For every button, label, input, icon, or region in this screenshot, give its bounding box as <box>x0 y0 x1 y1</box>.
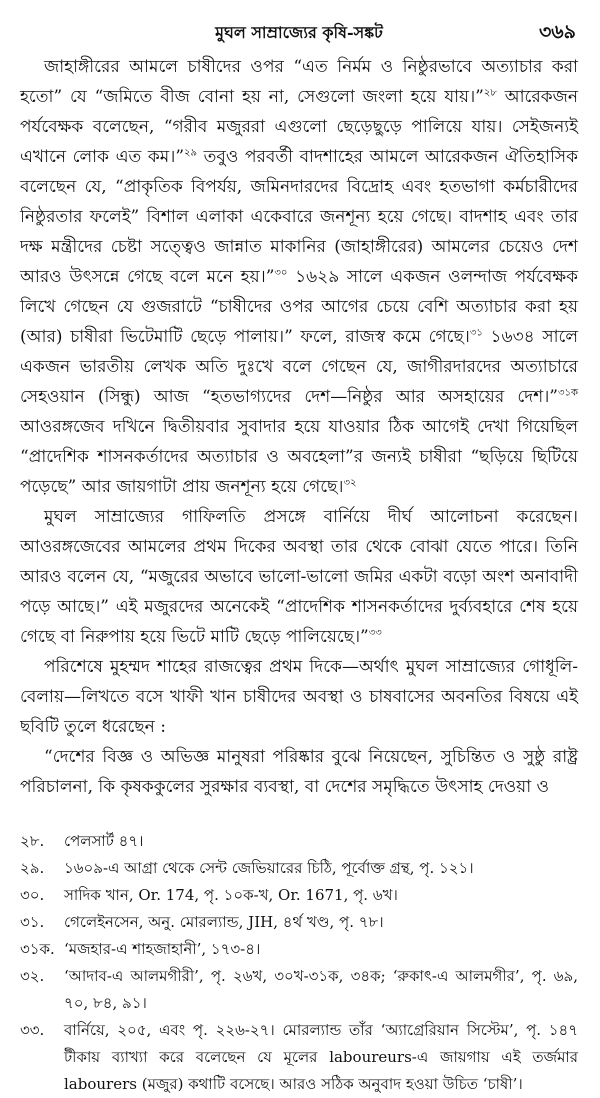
footnote <box>20 936 578 963</box>
footnote-number: ৩১. <box>20 913 45 931</box>
footnote-marker: ৩২ <box>343 477 357 489</box>
footnote-marker: ৩১ক <box>558 387 578 399</box>
paragraph <box>20 502 578 652</box>
page-header <box>20 12 578 52</box>
footnote-marker: ২৯ <box>184 147 198 159</box>
footnote-marker: ৩১ <box>469 327 483 339</box>
footnote-text: ‘আদাব-এ আলমগীরী’, পৃ. ২৬খ, ৩০খ-৩১ক, ৩৪ক; ‘রুকাৎ-এ আলমগীর’, পৃ. ৬৯, ৭০, ৮৪, ৯১। <box>64 967 578 1012</box>
footnote <box>20 828 578 855</box>
footnote <box>20 882 578 909</box>
text-run: জাহাঙ্গীরের আমলে চাষীদের ওপর “এত নির্মম ও নিষ্ঠুরভাবে অত্যাচার করা হতো” যে “জমিতে বীজ বোনা হয় না, সেগুলো জংলা হয়ে যায়।” <box>20 57 578 107</box>
footnote-number: ৩২. <box>20 967 45 985</box>
footnote-number: ৩৩. <box>20 1021 45 1039</box>
footnote-marker: ৩৩ <box>368 627 382 639</box>
footnote-text: বার্নিয়ে, ২০৫, এবং পৃ. ২২৬-২৭। মোরল্যান্ড তাঁর ‘অ্যাগ্রেরিয়ান সিস্টেম’, পৃ. ১৪৭ টীকায় ব্যাখ্যা করে বলেছেন যে মূলের laboureurs-এ জায়গায় এই তর্জমার labourers (মজুর) কথাটি বসেছে। আরও সঠিক অনুবাদ হওয়া উচিত ‘চাষী’। <box>64 1021 578 1093</box>
paragraph <box>20 652 578 742</box>
footnote <box>20 855 578 882</box>
page-number: ৩৬৯ <box>538 21 576 43</box>
text-run: ১৬২৯ সালে একজন ওলন্দাজ পর্যবেক্ষক লিখে গেছেন যে গুজরাটে “চাষীদের ওপর আগের চেয়ে বেশি অত্যাচার করা হয় (আর) চাষীরা ভিটেমাটি ছেড়ে পালায়।” ফলে, রাজস্ব কমে গেছে। <box>20 267 578 347</box>
footnote-text: গেলেইনসেন, অনু. মোরল্যান্ড, JIH, ৪র্থ খণ্ড, পৃ. ৭৮। <box>64 913 384 931</box>
footnote <box>20 909 578 936</box>
text-run: পরিশেষে মুহম্মদ শাহের রাজত্বের প্রথম দিকে—অর্থাৎ মুঘল সাম্রাজ্যের গোধূলি-বেলায়—লিখতে বসে খাফী খান চাষীদের অবস্থা ও চাষবাসের অবনতির বিষয়ে এই ছবিটি তুলে ধরেছেন : <box>20 657 578 737</box>
footnote-number: ৩১ক. <box>20 940 55 958</box>
running-title: মুঘল সাম্রাজ্যের কৃষি-সঙ্কট <box>215 23 383 42</box>
text-run: মুঘল সাম্রাজ্যের গাফিলতি প্রসঙ্গে বার্নিয়ে দীর্ঘ আলোচনা করেছেন। আওরঙ্গজেবের আমলের প্রথম দিকের অবস্থা তার থেকে বোঝা যেতে পারে। তিনি আরও বলেন যে, “মজুরের অভাবে ভালো-ভালো জমির একটা বড়ো অংশ অনাবাদী পড়ে আছে।” এই মজুরদের অনেকেই “প্রাদেশিক শাসনকর্তাদের দুর্ব্যবহারে শেষ হয়ে গেছে বা নিরুপায় হয়ে ভিটে মাটি ছেড়ে পালিয়েছে।” <box>20 507 578 647</box>
text-run: তবুও পরবর্তী বাদশাহের আমলে আরেকজন ঐতিহাসিক বলেছেন যে, “প্রাকৃতিক বিপর্যয়, জমিনদারদের বিদ্রোহ এবং হতভাগা কর্মচারীদের নিষ্ঠুরতার ফলেই” বিশাল এলাকা একেবারে জনশূন্য হয়ে গেছে। বাদশাহ এবং তার দক্ষ মন্ত্রীদের চেষ্টা সত্ত্বেও জান্নাত মাকানির (জাহাঙ্গীরের) আমলের চেয়েও দেশ আরও উৎসন্নে গেছে বলে মনে হয়।” <box>20 147 578 287</box>
text-run: আরেকজন পর্যবেক্ষক বলেছেন, “গরীব মজুররা এগুলো ছেড়েছুড়ে পালিয়ে যায়। সেইজন্যই এখানে লোক এত কম।” <box>20 87 578 167</box>
paragraph <box>20 742 578 802</box>
paragraph <box>20 52 578 502</box>
footnote-number: ২৯. <box>20 859 45 877</box>
footnote-text: ১৬০৯-এ আগ্রা থেকে সেন্ট জেভিয়ারের চিঠি, পূর্বোক্ত গ্রন্থ, পৃ. ১২১। <box>64 859 474 877</box>
footnote-number: ২৮. <box>20 832 45 850</box>
footnote-text: সাদিক খান, Or. 174, পৃ. ১০ক-খ, Or. 1671, পৃ. ৬খ। <box>64 886 398 904</box>
text-run: ১৬৩৪ সালে একজন ভারতীয় লেখক অতি দুঃখে বলে গেছেন যে, জাগীরদারদের অত্যাচারে সেহওয়ান (সিন্ধু) আজ “হতভাগ্যদের দেশ—নিষ্ঠুর আর অসহায়ের দেশ।” <box>20 327 578 407</box>
text-run: “দেশের বিজ্ঞ ও অভিজ্ঞ মানুষরা পরিষ্কার বুঝে নিয়েছেন, সুচিন্তিত ও সুষ্ঠু রাষ্ট্র পরিচালনা, কি কৃষককুলের সুরক্ষার ব্যবস্থা, বা দেশের সমৃদ্ধিতে উৎসাহ দেওয়া ও <box>20 747 578 797</box>
footnote-marker: ৩০ <box>274 267 288 279</box>
footnote <box>20 1017 578 1098</box>
footnote-text: ‘মজহার-এ শাহজাহানী’, ১৭৩-৪। <box>64 940 261 958</box>
footnote <box>20 963 578 1017</box>
footnotes <box>20 828 578 1098</box>
main-text <box>20 52 578 802</box>
footnote-marker: ২৮ <box>483 87 497 99</box>
footnote-number: ৩০. <box>20 886 45 904</box>
footnote-text: পেলসার্ট ৪৭। <box>64 832 144 850</box>
text-run: আওরঙ্গজেব দখিনে দ্বিতীয়বার সুবাদার হয়ে যাওয়ার ঠিক আগেই দেখা গিয়েছিল “প্রাদেশিক শাসনকর্তাদের অত্যাচার ও অবহেলা”র জন্যই চাষীরা “ছড়িয়ে ছিটিয়ে পড়েছে” আর জায়গাটা প্রায় জনশূন্য হয়ে গেছে। <box>20 417 578 497</box>
